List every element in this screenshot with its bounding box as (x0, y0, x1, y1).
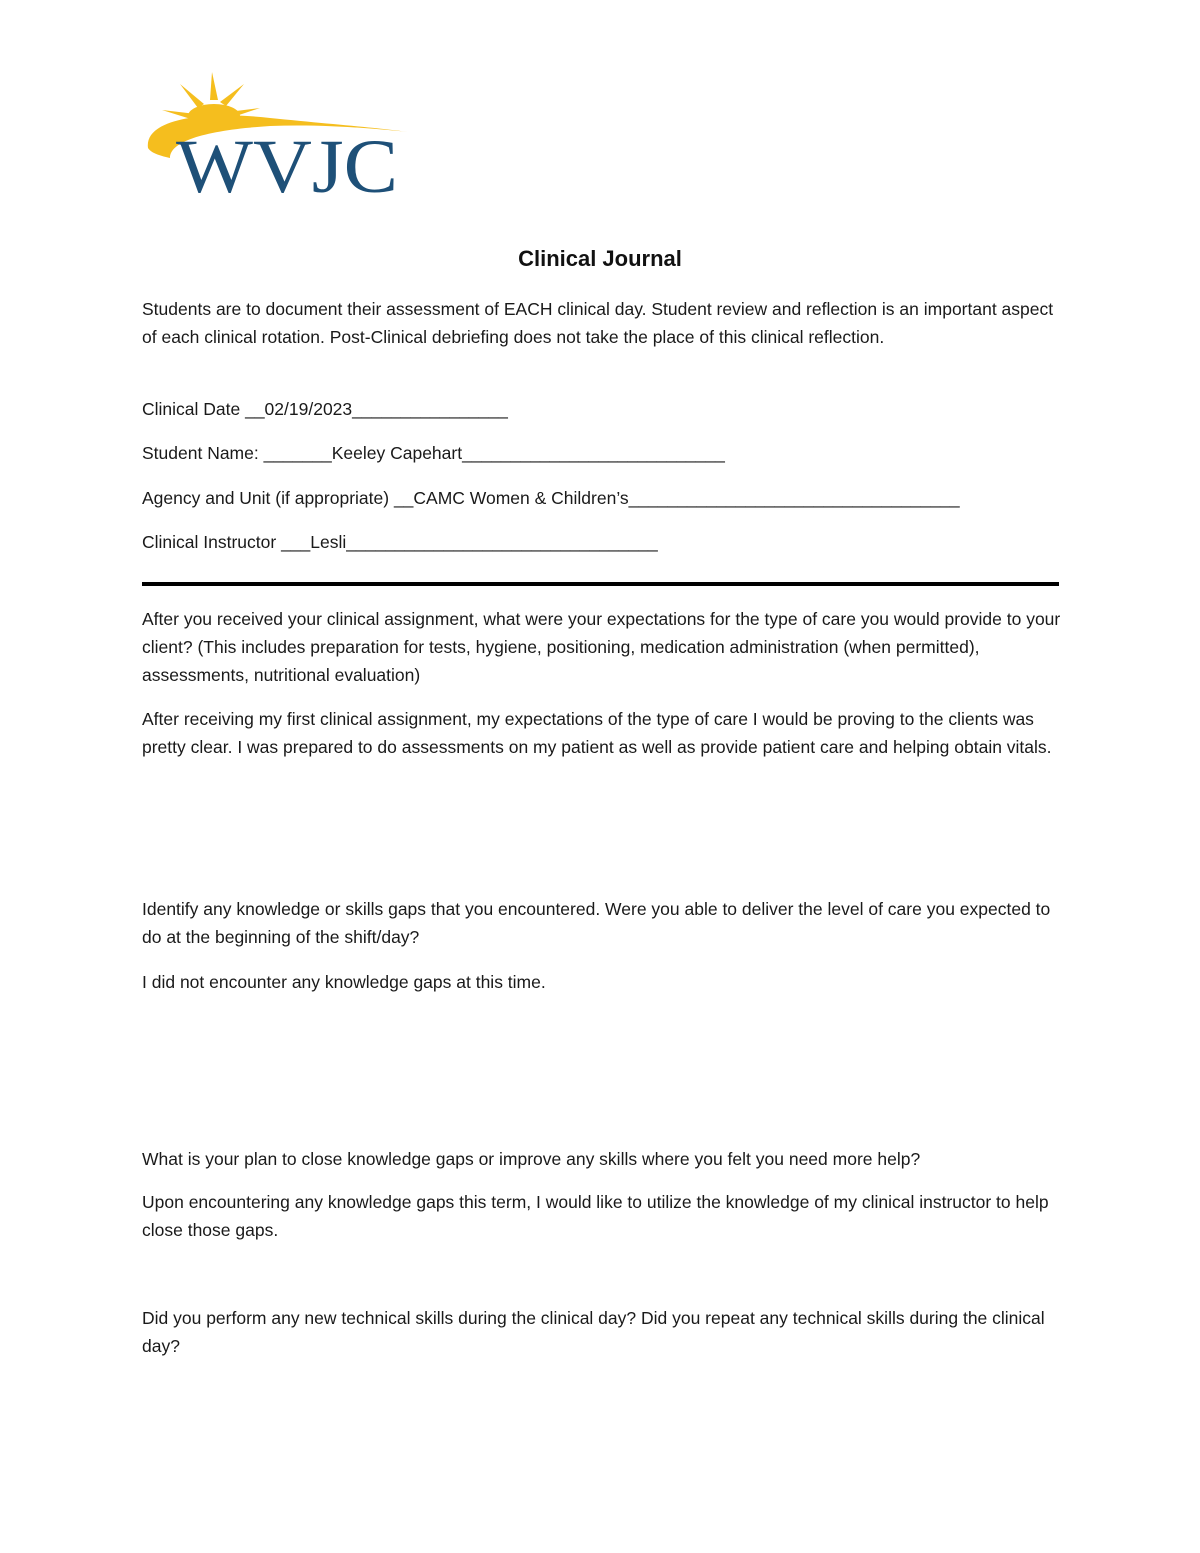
question-technical-skills: Did you perform any new technical skills during the clinical day? Did you repeat any technical skills during the clinical day? (142, 1308, 1045, 1356)
agency-unit-field: Agency and Unit (if appropriate) __CAMC Women & Children’s__________________________________ (142, 488, 960, 508)
page-title: Clinical Journal (518, 246, 682, 271)
wvjc-logo (140, 70, 410, 200)
question-expectations: After you received your clinical assignment, what were your expectations for the type of care you would provide to your client? (This includes preparation for tests, hygiene, positioning, medication administration (when permitted), assessments, nutritional evaluation) (142, 609, 1061, 685)
answer-improvement-plan: Upon encountering any knowledge gaps this term, I would like to utilize the knowledge of my clinical instructor to help close those gaps. (142, 1192, 1049, 1240)
clinical-date-field: Clinical Date __02/19/2023________________ (142, 399, 508, 419)
intro-paragraph: Students are to document their assessment of EACH clinical day. Student review and reflection is an important aspect of each clinical rotation. Post-Clinical debriefing does not take the place of this clinical reflection. (142, 299, 1054, 347)
logo-wordmark: WVJC (176, 125, 398, 200)
answer-expectations: After receiving my first clinical assignment, my expectations of the type of care I would be proving to the clients was pretty clear. I was prepared to do assessments on my patient as well as provide patient care and helping obtain vitals. (142, 709, 1052, 757)
answer-knowledge-gaps: I did not encounter any knowledge gaps at this time. (142, 972, 546, 992)
question-improvement-plan: What is your plan to close knowledge gaps or improve any skills where you felt you need more help? (142, 1149, 921, 1169)
section-divider (142, 582, 1059, 586)
clinical-instructor-field: Clinical Instructor ___Lesli________________________________ (142, 532, 658, 552)
question-knowledge-gaps: Identify any knowledge or skills gaps that you encountered. Were you able to deliver the level of care you expected to do at the beginning of the shift/day? (142, 899, 1051, 947)
student-name-field: Student Name: _______Keeley Capehart___________________________ (142, 443, 725, 463)
